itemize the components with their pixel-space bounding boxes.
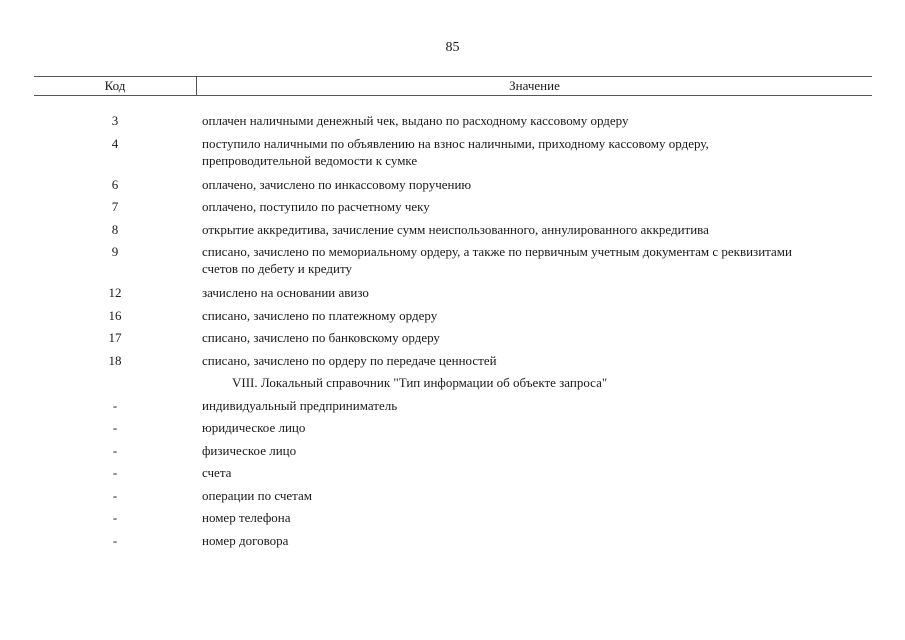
row-code: 17 <box>108 330 122 345</box>
row-value: списано, зачислено по платежному ордеру <box>202 307 438 323</box>
table-row <box>34 135 872 176</box>
header-value: Значение <box>509 78 560 93</box>
table-row <box>34 221 872 244</box>
row-code: - <box>112 397 118 413</box>
row-code: 3 <box>111 113 119 128</box>
row-value: списано, зачислено по мемориальному ордеру, а также по первичным учетным документам с реквизитами счетов по дебету и кредиту <box>202 244 792 276</box>
code-table <box>34 76 872 548</box>
row-code: 9 <box>111 244 119 259</box>
row-value: оплачено, зачислено по инкассовому поручению <box>202 176 472 192</box>
row-value: номер телефона <box>202 510 291 525</box>
table-row <box>34 176 872 199</box>
row-value: списано, зачислено по банковскому ордеру <box>202 330 440 345</box>
table-row <box>34 352 872 375</box>
table-row <box>34 442 872 465</box>
table-row <box>34 397 872 420</box>
row-code: 18 <box>108 352 122 368</box>
page-number: 85 <box>445 40 460 55</box>
table-row <box>34 198 872 221</box>
row-value: номер договора <box>202 532 289 548</box>
table-row <box>34 243 872 284</box>
row-value: оплачен наличными денежный чек, выдано по расходному кассовому ордеру <box>202 113 629 128</box>
row-value: поступило наличными по объявлению на взнос наличными, приходному кассовому ордеру, препроводительной ведомости к сумке <box>202 135 709 168</box>
table-row <box>34 487 872 510</box>
row-value: физическое лицо <box>202 442 297 458</box>
row-value: юридическое лицо <box>202 420 306 435</box>
row-code: - <box>112 532 118 548</box>
row-code: - <box>112 420 118 435</box>
row-code: 8 <box>111 221 119 237</box>
row-value: счета <box>202 465 232 480</box>
row-code: - <box>112 510 118 525</box>
table-row <box>34 329 872 352</box>
row-code: - <box>112 465 118 480</box>
table-row <box>34 112 872 135</box>
table-row <box>34 509 872 532</box>
row-value: индивидуальный предприниматель <box>202 397 398 413</box>
row-value: открытие аккредитива, зачисление сумм неиспользованного, аннулированного аккредитива <box>202 221 709 237</box>
table-body <box>34 112 872 554</box>
table-row <box>34 532 872 555</box>
row-code: 16 <box>108 307 122 323</box>
table-row <box>34 307 872 330</box>
row-code: 7 <box>111 199 119 214</box>
header-code: Код <box>104 78 126 93</box>
table-row <box>34 419 872 442</box>
row-value: оплачено, поступило по расчетному чеку <box>202 199 430 214</box>
row-code: - <box>112 442 118 458</box>
table-header <box>34 76 872 96</box>
row-value: зачислено на основании авизо <box>202 285 369 300</box>
row-value: списано, зачислено по ордеру по передаче ценностей <box>202 352 497 368</box>
row-code: 4 <box>111 135 119 151</box>
row-code: 6 <box>111 176 119 192</box>
table-row <box>34 464 872 487</box>
row-code: - <box>112 487 118 503</box>
section-title: VIII. Локальный справочник "Тип информации об объекте запроса" <box>232 375 608 390</box>
row-code: 12 <box>108 285 122 300</box>
table-row <box>34 284 872 307</box>
row-value: операции по счетам <box>202 487 312 503</box>
